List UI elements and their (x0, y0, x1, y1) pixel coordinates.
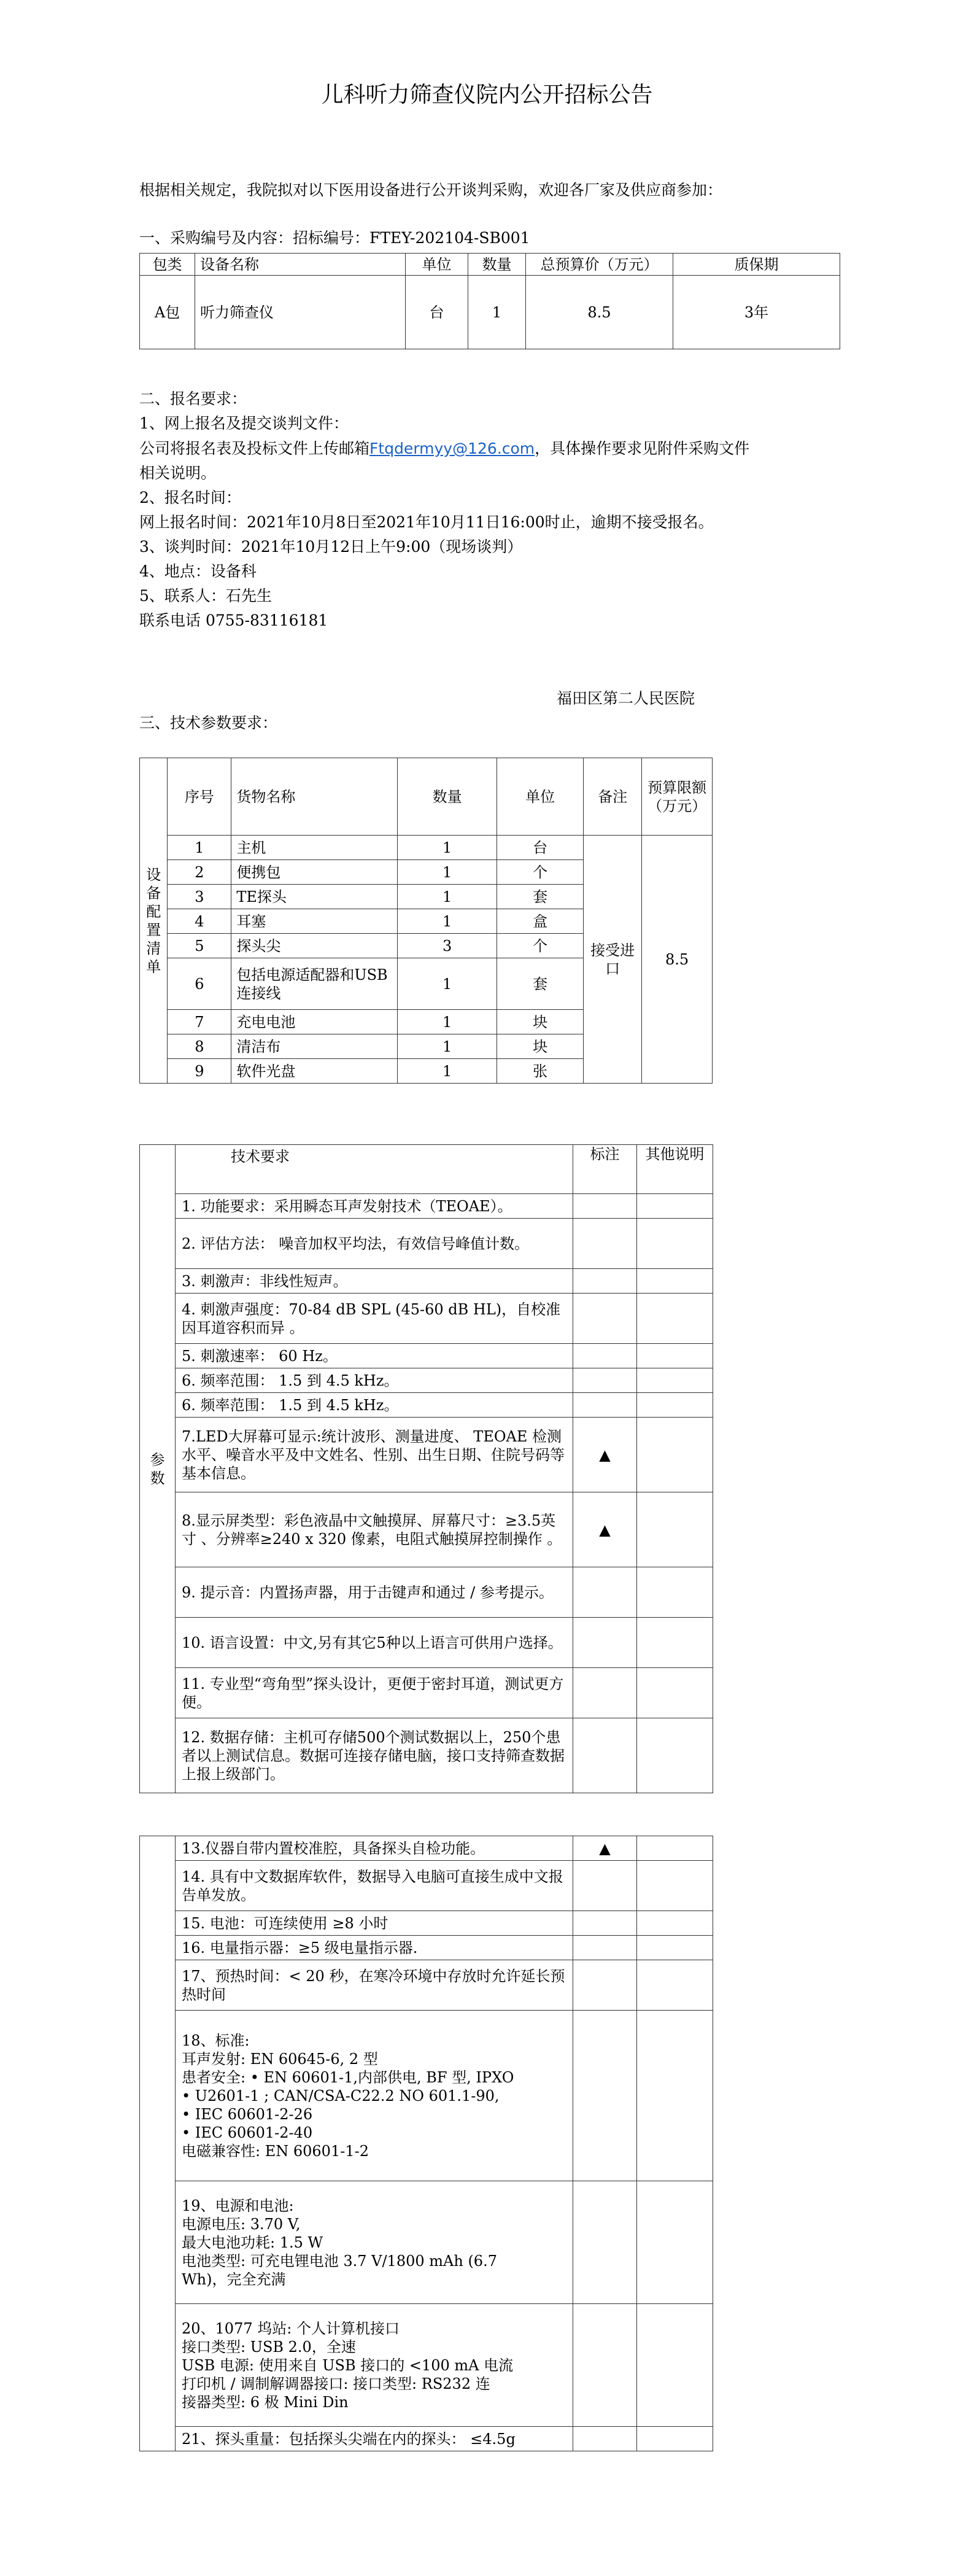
header-device-name: 设备名称 (195, 254, 406, 276)
table-row (140, 1219, 713, 1269)
req-other (637, 1393, 713, 1418)
signup-item1-title: 1、网上报名及提交谈判文件： (139, 414, 349, 432)
req-line: 最大电池功耗: 1.5 W (182, 2233, 323, 2251)
table-row (140, 2304, 713, 2427)
table-row (140, 1418, 713, 1492)
req-mark (573, 2181, 637, 2304)
req-mark (573, 1294, 637, 1344)
header-remark: 备注 (583, 758, 641, 836)
req-other (637, 2181, 713, 2304)
signup-text-b: ，具体操作要求见附件采购文件 (535, 440, 750, 457)
cell-goods-name: 耳塞 (231, 909, 398, 934)
req-text-dock (176, 2304, 573, 2427)
req-line: 19、电源和电池: (182, 2197, 294, 2214)
req-mark (573, 2011, 637, 2181)
req-mark: ▲ (573, 1492, 637, 1567)
req-mark (573, 1269, 637, 1294)
location: 4、地点：设备科 (139, 562, 257, 580)
cell-quantity: 1 (397, 1059, 497, 1084)
table-row (140, 1344, 713, 1368)
section1-heading: 一、采购编号及内容：招标编号：FTEY-202104-SB001 (139, 229, 530, 247)
cell-unit: 台 (497, 836, 584, 860)
req-line: 电池类型: 可充电锂电池 3.7 V/1800 mAh (6.7 (182, 2252, 497, 2270)
req-line: • U2601-1 ; CAN/CSA-C22.2 NO 601.1-90, (182, 2087, 500, 2105)
req-other (637, 1344, 713, 1368)
req-text: 3. 刺激声：非线性短声。 (176, 1269, 573, 1294)
header-tech-req: 技术要求 (176, 1145, 573, 1194)
cell-goods-name: 充电电池 (231, 1010, 398, 1034)
req-other (637, 1836, 713, 1861)
cell-index: 3 (168, 885, 231, 909)
req-mark (573, 1936, 637, 1960)
req-mark: ▲ (573, 1418, 637, 1492)
header-budget: 总预算价（万元） (526, 254, 673, 276)
req-text: 13.仪器自带内置校准腔，具备探头自检功能。 (176, 1836, 573, 1861)
req-mark (573, 1668, 637, 1718)
table-row (140, 2181, 713, 2304)
req-text: 8.显示屏类型：彩色液晶中文触摸屏、屏幕尺寸：≥3.5英寸 、分辨率≥240 x 320 像素，电阻式触摸屏控制操作 。 (176, 1492, 573, 1567)
cell-device-name: 听力筛查仪 (195, 276, 406, 349)
req-line: 电源电压: 3.70 V, (182, 2215, 301, 2233)
req-line: 患者安全: • EN 60601-1,内部供电, BF 型, IPXO (182, 2068, 514, 2086)
header-index: 序号 (168, 758, 231, 836)
req-text: 21、探头重量：包括探头尖端在内的探头： ≤4.5g (176, 2427, 573, 2451)
req-other (637, 1567, 713, 1618)
cell-goods-name: 包括电源适配器和USB连接线 (231, 958, 398, 1010)
contact-phone: 联系电话 0755-83116181 (139, 611, 328, 629)
signup-item2-title: 2、报名时间： (139, 489, 241, 506)
req-line: 接器类型: 6 极 Mini Din (182, 2393, 349, 2411)
signup-item1-text-c: 相关说明。 (139, 464, 217, 482)
req-mark (573, 1194, 637, 1219)
cell-quantity: 1 (397, 909, 497, 934)
req-other (637, 1269, 713, 1294)
signup-time-text: 网上报名时间：2021年10月8日至2021年10月11日16:00时止，逾期不接受报名。 (139, 513, 714, 531)
cell-index: 5 (168, 934, 231, 958)
cell-index: 7 (168, 1010, 231, 1034)
header-other: 其他说明 (637, 1145, 713, 1194)
email-link[interactable]: Ftqdermyy@126.com (369, 440, 535, 457)
signup-text-a: 公司将报名表及投标文件上传邮箱 (139, 440, 370, 457)
tech-table-part2 (139, 1836, 713, 2451)
cell-quantity: 1 (397, 1034, 497, 1059)
table-row (140, 1492, 713, 1567)
req-other (637, 2011, 713, 2181)
page-title: 儿科听力筛查仪院内公开招标公告 (321, 82, 653, 107)
table-row (140, 2427, 713, 2451)
section2-heading: 二、报名要求： (139, 390, 247, 408)
cell-quantity: 1 (397, 885, 497, 909)
req-mark (573, 1368, 637, 1393)
cell-goods-name: 探头尖 (231, 934, 398, 958)
req-text: 1. 功能要求：采用瞬态耳声发射技术（TEOAE）。 (176, 1194, 573, 1219)
req-other (637, 2427, 713, 2451)
req-mark (573, 1219, 637, 1269)
req-other (637, 1911, 713, 1936)
config-table (139, 758, 713, 1084)
req-text: 16. 电量指示器：≥5 级电量指示器. (176, 1936, 573, 1960)
req-text: 2. 评估方法： 噪音加权平均法，有效信号峰值计数。 (176, 1219, 573, 1269)
cell-budget: 8.5 (642, 836, 713, 1084)
req-text: 4. 刺激声强度：70-84 dB SPL (45-60 dB HL)，自校准因耳道容积而异 。 (176, 1294, 573, 1344)
table-row (140, 1936, 713, 1960)
req-other (637, 1294, 713, 1344)
table-row (140, 1368, 713, 1393)
cell-unit: 台 (406, 276, 468, 349)
req-text: 5. 刺激速率： 60 Hz。 (176, 1344, 573, 1368)
req-line: • IEC 60601-2-40 (182, 2124, 313, 2141)
req-line: Wh)，完全充满 (182, 2270, 286, 2288)
req-line: 耳声发射: EN 60645-6, 2 型 (182, 2050, 378, 2068)
table-row (140, 1567, 713, 1618)
req-line: 电磁兼容性: EN 60601-1-2 (182, 2142, 369, 2160)
contact-person: 5、联系人：石先生 (139, 587, 272, 605)
req-line: 打印机 / 调制解调器接口: 接口类型: RS232 连 (182, 2375, 490, 2392)
table-row (140, 1194, 713, 1219)
cell-quantity: 1 (468, 276, 526, 349)
cell-index: 1 (168, 836, 231, 860)
cell-unit: 个 (497, 934, 584, 958)
table-row (140, 2011, 713, 2181)
table-row (140, 1393, 713, 1418)
cell-unit: 块 (497, 1010, 584, 1034)
req-mark (573, 2427, 637, 2451)
req-other (637, 1618, 713, 1668)
req-other (637, 1368, 713, 1393)
req-text: 15. 电池：可连续使用 ≥8 小时 (176, 1911, 573, 1936)
req-mark (573, 1911, 637, 1936)
cell-quantity: 1 (397, 860, 497, 885)
cell-unit: 块 (497, 1034, 584, 1059)
req-mark (573, 1567, 637, 1618)
req-line: 20、1077 坞站: 个人计算机接口 (182, 2319, 400, 2337)
cell-unit: 套 (497, 885, 584, 909)
req-mark (573, 1861, 637, 1911)
req-mark: ▲ (573, 1836, 637, 1861)
req-text: 6. 频率范围： 1.5 到 4.5 kHz。 (176, 1393, 573, 1418)
req-text-power (176, 2181, 573, 2304)
cell-quantity: 1 (397, 836, 497, 860)
table-row (140, 1960, 713, 2011)
cell-remark: 接受进口 (583, 836, 641, 1084)
table-row (140, 1618, 713, 1668)
cell-goods-name: 清洁布 (231, 1034, 398, 1059)
cell-index: 6 (168, 958, 231, 1010)
negotiation-time: 3、谈判时间：2021年10月12日上午9:00（现场谈判） (139, 538, 523, 556)
config-label: 设备配置清单 (140, 758, 168, 1084)
req-text: 10. 语言设置：中文,另有其它5种以上语言可供用户选择。 (176, 1618, 573, 1668)
param-label: 参数 (140, 1145, 176, 1793)
req-line: USB 电源: 使用来自 USB 接口的 <100 mA 电流 (182, 2356, 514, 2374)
table-row (140, 1269, 713, 1294)
req-text: 12. 数据存储：主机可存储500个测试数据以上，250个患者以上测试信息。数据可连接存储电脑，接口支持筛查数据上报上级部门。 (176, 1718, 573, 1793)
cell-warranty: 3年 (673, 276, 840, 349)
req-mark (573, 1618, 637, 1668)
req-line: 接口类型: USB 2.0，全速 (182, 2338, 356, 2356)
header-budget-limit: 预算限额（万元） (642, 758, 713, 836)
req-other (637, 1936, 713, 1960)
cell-quantity: 3 (397, 934, 497, 958)
req-text: 7.LED大屏幕可显示:统计波形、测量进度、 TEOAE 检测水平、噪音水平及中文姓名、性别、出生日期、住院号码等基本信息。 (176, 1418, 573, 1492)
header-goods-name: 货物名称 (231, 758, 398, 836)
procurement-table (139, 253, 840, 349)
signup-item1-text (139, 436, 749, 461)
req-text: 17、预热时间：< 20 秒，在寒冷环境中存放时允许延长预热时间 (176, 1960, 573, 2011)
req-other (637, 1492, 713, 1567)
table-row (140, 836, 713, 860)
cell-goods-name: 便携包 (231, 860, 398, 885)
cell-quantity: 1 (397, 958, 497, 1010)
table-row (140, 1836, 713, 1861)
cell-index: 2 (168, 860, 231, 885)
req-text: 9. 提示音：内置扬声器，用于击键声和通过 / 参考提示。 (176, 1567, 573, 1618)
req-other (637, 1668, 713, 1718)
cell-unit: 张 (497, 1059, 584, 1084)
cell-index: 9 (168, 1059, 231, 1084)
req-other (637, 1219, 713, 1269)
req-mark (573, 1344, 637, 1368)
header-package: 包类 (140, 254, 195, 276)
table-row (140, 1911, 713, 1936)
req-other (637, 1418, 713, 1492)
section3-heading: 三、技术参数要求： (139, 714, 278, 732)
table-row (140, 1718, 713, 1793)
cell-goods-name: TE探头 (231, 885, 398, 909)
cell-goods-name: 主机 (231, 836, 398, 860)
cell-budget: 8.5 (526, 276, 673, 349)
cell-index: 4 (168, 909, 231, 934)
req-text: 14. 具有中文数据库软件，数据导入电脑可直接生成中文报告单发放。 (176, 1861, 573, 1911)
cell-package: A包 (140, 276, 195, 349)
header-mark: 标注 (573, 1145, 637, 1194)
req-mark (573, 1960, 637, 2011)
cell-unit: 盒 (497, 909, 584, 934)
header-warranty: 质保期 (673, 254, 840, 276)
header-quantity: 数量 (468, 254, 526, 276)
req-other (637, 1194, 713, 1219)
req-other (637, 2304, 713, 2427)
table-row (140, 1861, 713, 1911)
hospital-name: 福田区第二人民医院 (557, 689, 695, 707)
req-line: 18、标准: (182, 2031, 250, 2049)
req-other (637, 1861, 713, 1911)
cell-unit: 套 (497, 958, 584, 1010)
intro-text: 根据相关规定，我院拟对以下医用设备进行公开谈判采购，欢迎各厂家及供应商参加： (139, 181, 723, 199)
cell-index: 8 (168, 1034, 231, 1059)
table-row (140, 1668, 713, 1718)
req-mark (573, 1718, 637, 1793)
table-row (140, 276, 840, 349)
table-row (140, 1294, 713, 1344)
req-mark (573, 1393, 637, 1418)
param-spacer (140, 1836, 176, 2451)
header-unit: 单位 (497, 758, 584, 836)
req-line: • IEC 60601-2-26 (182, 2105, 313, 2123)
req-other (637, 1718, 713, 1793)
header-unit: 单位 (406, 254, 468, 276)
req-other (637, 1960, 713, 2011)
req-text: 11. 专业型“弯角型”探头设计，更便于密封耳道，测试更方便。 (176, 1668, 573, 1718)
header-quantity: 数量 (397, 758, 497, 836)
req-text-standards (176, 2011, 573, 2181)
req-mark (573, 2304, 637, 2427)
cell-quantity: 1 (397, 1010, 497, 1034)
tech-table-part1 (139, 1144, 713, 1793)
cell-goods-name: 软件光盘 (231, 1059, 398, 1084)
cell-unit: 个 (497, 860, 584, 885)
req-text: 6. 频率范围： 1.5 到 4.5 kHz。 (176, 1368, 573, 1393)
